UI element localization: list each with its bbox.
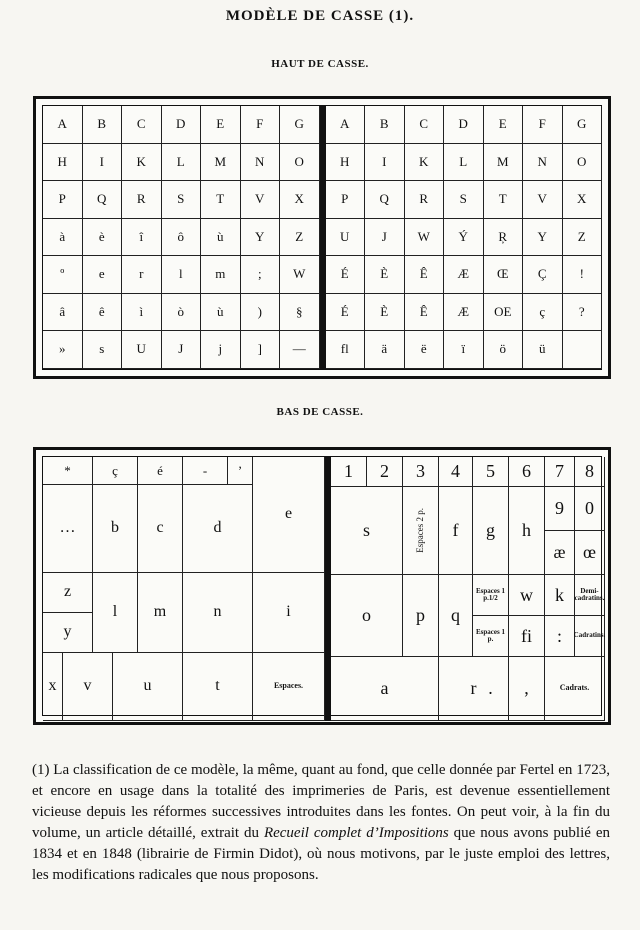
haut-case-r0-c3: D bbox=[162, 106, 202, 144]
haut-case-r0-c2: C bbox=[122, 106, 162, 144]
haut-case-r2-c13: X bbox=[563, 181, 603, 219]
haut-case-r6-c10: ï bbox=[444, 331, 484, 369]
footnote bbox=[32, 760, 610, 886]
case-c: c bbox=[138, 485, 183, 573]
haut-case-r3-c13: Z bbox=[563, 219, 603, 257]
haut-case-r2-c3: S bbox=[162, 181, 202, 219]
case-x: x bbox=[43, 653, 63, 721]
haut-case-r5-c5: ) bbox=[241, 294, 281, 332]
case-num-2: 2 bbox=[367, 457, 403, 487]
haut-case-r1-c13: O bbox=[563, 144, 603, 182]
case-espaces-1p12: Espaces 1 p.1/2 bbox=[473, 575, 509, 616]
haut-case-r4-c3: l bbox=[162, 256, 202, 294]
haut-case-r3-c9: W bbox=[405, 219, 445, 257]
haut-case-r0-c0: A bbox=[43, 106, 83, 144]
haut-case-r3-c0: à bbox=[43, 219, 83, 257]
case-cadratins: Cadratins. bbox=[575, 616, 605, 657]
haut-case-r4-c10: Æ bbox=[444, 256, 484, 294]
haut-case-r1-c3: L bbox=[162, 144, 202, 182]
haut-case-r1-c2: K bbox=[122, 144, 162, 182]
haut-case-r1-c5: N bbox=[241, 144, 281, 182]
haut-case-r5-c9: Ê bbox=[405, 294, 445, 332]
haut-case-r4-c5: ; bbox=[241, 256, 281, 294]
haut-case-r5-c11: OE bbox=[484, 294, 524, 332]
case-c-cedille: ç bbox=[93, 457, 138, 485]
haut-case-r5-c10: Æ bbox=[444, 294, 484, 332]
haut-case-r3-c6: Z bbox=[280, 219, 320, 257]
haut-case-r6-c2: U bbox=[122, 331, 162, 369]
case-nine: 9 bbox=[545, 487, 575, 531]
haut-case-r6-c5: ] bbox=[241, 331, 281, 369]
haut-case-r3-c2: î bbox=[122, 219, 162, 257]
haut-case-r1-c1: I bbox=[83, 144, 123, 182]
haut-case-r3-c1: è bbox=[83, 219, 123, 257]
case-num-8: 8 bbox=[575, 457, 605, 487]
bas-de-casse-label: BAS DE CASSE. bbox=[276, 406, 364, 418]
haut-case-r2-c8: Q bbox=[365, 181, 405, 219]
case-fi: fi bbox=[509, 616, 545, 657]
haut-case-r0-c8: B bbox=[365, 106, 405, 144]
haut-case-r0-c11: E bbox=[484, 106, 524, 144]
case-i: i bbox=[253, 573, 325, 653]
haut-case-r5-c0: â bbox=[43, 294, 83, 332]
case-e: e bbox=[253, 457, 325, 573]
haut-case-r6-c1: s bbox=[83, 331, 123, 369]
haut-case-r1-c9: K bbox=[405, 144, 445, 182]
footnote-text-part-1: (1) La classification de ce modèle, la même, quant au fond, que celle donnée par Fertel en 1723, et encore en usage dans la totalité des imprimeries de Paris, est devenue essentiellement vicieuse depuis les réformes successives introduites dans les fontes. On peut voir, à la fin du volume, un article détaillé, extrait du bbox=[32, 762, 610, 841]
haut-case-r6-c7: fl bbox=[326, 331, 366, 369]
haut-case-r1-c6: O bbox=[280, 144, 320, 182]
case-demi-cadratins: Demi-cadratins. bbox=[575, 575, 605, 616]
bas-grid bbox=[42, 456, 606, 716]
haut-case-r0-c10: D bbox=[444, 106, 484, 144]
case-num-6: 6 bbox=[509, 457, 545, 487]
haut-case-r5-c12: ç bbox=[523, 294, 563, 332]
case-m: m bbox=[138, 573, 183, 653]
haut-case-r1-c7: H bbox=[326, 144, 366, 182]
haut-case-r5-c8: È bbox=[365, 294, 405, 332]
haut-case-r4-c11: Œ bbox=[484, 256, 524, 294]
case-colon: : bbox=[545, 616, 575, 657]
haut-grid bbox=[42, 105, 602, 370]
case-asterisk: * bbox=[43, 457, 93, 485]
haut-case-r4-c2: r bbox=[122, 256, 162, 294]
case-h: h bbox=[509, 487, 545, 575]
haut-case-r4-c8: È bbox=[365, 256, 405, 294]
case-num-3: 3 bbox=[403, 457, 439, 487]
haut-case-r1-c8: I bbox=[365, 144, 405, 182]
haut-case-r4-c6: W bbox=[280, 256, 320, 294]
haut-case-r3-c7: U bbox=[326, 219, 366, 257]
case-s: s bbox=[331, 487, 403, 575]
haut-case-r2-c11: T bbox=[484, 181, 524, 219]
haut-case-r2-c4: T bbox=[201, 181, 241, 219]
haut-case-r2-c0: P bbox=[43, 181, 83, 219]
haut-case-r6-c0: » bbox=[43, 331, 83, 369]
haut-case-r4-c4: m bbox=[201, 256, 241, 294]
haut-case-r0-c1: B bbox=[83, 106, 123, 144]
case-ae: æ bbox=[545, 531, 575, 575]
haut-case-r4-c7: É bbox=[326, 256, 366, 294]
haut-case-r4-c9: Ê bbox=[405, 256, 445, 294]
case-v: v bbox=[63, 653, 113, 721]
bas-de-casse-frame bbox=[33, 447, 611, 725]
haut-case-r3-c11: Ŗ bbox=[484, 219, 524, 257]
haut-case-r0-c12: F bbox=[523, 106, 563, 144]
haut-case-r6-c13 bbox=[563, 331, 603, 369]
case-f: f bbox=[439, 487, 473, 575]
case-y: y bbox=[43, 613, 93, 653]
haut-case-r3-c8: J bbox=[365, 219, 405, 257]
case-e-acute: é bbox=[138, 457, 183, 485]
haut-case-r3-c5: Y bbox=[241, 219, 281, 257]
haut-case-r5-c7: É bbox=[326, 294, 366, 332]
haut-case-r5-c2: ì bbox=[122, 294, 162, 332]
center-divider bbox=[325, 457, 331, 721]
case-o: o bbox=[331, 575, 403, 657]
haut-case-r4-c13: ! bbox=[563, 256, 603, 294]
haut-case-r6-c9: ë bbox=[405, 331, 445, 369]
haut-case-r2-c7: P bbox=[326, 181, 366, 219]
case-b: b bbox=[93, 485, 138, 573]
case-z: z bbox=[43, 573, 93, 613]
case-cadrats: Cadrats. bbox=[545, 657, 605, 721]
case-ellipsis: … bbox=[43, 485, 93, 573]
case-num-4: 4 bbox=[439, 457, 473, 487]
haut-case-r0-c7: A bbox=[326, 106, 366, 144]
case-n: n bbox=[183, 573, 253, 653]
case-espaces-1p: Espaces 1 p. bbox=[473, 616, 509, 657]
haut-de-casse-frame bbox=[33, 96, 611, 379]
case-zero: 0 bbox=[575, 487, 605, 531]
haut-case-r2-c2: R bbox=[122, 181, 162, 219]
haut-case-r4-c12: Ç bbox=[523, 256, 563, 294]
haut-case-r6-c8: ä bbox=[365, 331, 405, 369]
haut-case-r0-c13: G bbox=[563, 106, 603, 144]
case-l: l bbox=[93, 573, 138, 653]
footnote-book-title: Recueil complet d’Impositions bbox=[263, 825, 449, 841]
haut-case-r2-c10: S bbox=[444, 181, 484, 219]
haut-case-r0-c5: F bbox=[241, 106, 281, 144]
haut-case-r6-c4: j bbox=[201, 331, 241, 369]
case-num-5: 5 bbox=[473, 457, 509, 487]
haut-case-r1-c12: N bbox=[523, 144, 563, 182]
haut-case-r6-c3: J bbox=[162, 331, 202, 369]
haut-case-r6-c6: — bbox=[280, 331, 320, 369]
haut-center-divider bbox=[320, 106, 326, 369]
page-title: MODÈLE DE CASSE (1). bbox=[225, 8, 415, 24]
haut-case-r2-c9: R bbox=[405, 181, 445, 219]
haut-case-r2-c12: V bbox=[523, 181, 563, 219]
haut-case-r1-c11: M bbox=[484, 144, 524, 182]
haut-case-r4-c0: º bbox=[43, 256, 83, 294]
case-espaces-2p: Espaces 2 p. bbox=[403, 487, 439, 575]
case-period: . bbox=[473, 657, 509, 721]
case-a: a bbox=[331, 657, 439, 721]
haut-case-r6-c12: ü bbox=[523, 331, 563, 369]
haut-case-r3-c12: Y bbox=[523, 219, 563, 257]
haut-case-r4-c1: e bbox=[83, 256, 123, 294]
case-r: r bbox=[439, 657, 509, 721]
case-w: w bbox=[509, 575, 545, 616]
case-num-7: 7 bbox=[545, 457, 575, 487]
case-apostrophe: ’ bbox=[228, 457, 253, 485]
haut-case-r1-c4: M bbox=[201, 144, 241, 182]
haut-case-r3-c10: Ý bbox=[444, 219, 484, 257]
haut-case-r5-c1: ê bbox=[83, 294, 123, 332]
footnote-text-part-2: que nous avons publié en 1834 et en 1848 (librairie de Firmin Didot), où nous motivons, par le juste emploi des lettres, les modifications radicales que nous proposons. bbox=[32, 825, 610, 883]
haut-case-r0-c4: E bbox=[201, 106, 241, 144]
case-espaces: Espaces. bbox=[253, 653, 325, 721]
haut-case-r5-c6: § bbox=[280, 294, 320, 332]
case-q: q bbox=[439, 575, 473, 657]
case-num-1: 1 bbox=[331, 457, 367, 487]
case-hyphen: - bbox=[183, 457, 228, 485]
haut-case-r5-c4: ù bbox=[201, 294, 241, 332]
case-g: g bbox=[473, 487, 509, 575]
haut-case-r0-c6: G bbox=[280, 106, 320, 144]
case-u: u bbox=[113, 653, 183, 721]
haut-case-r1-c10: L bbox=[444, 144, 484, 182]
haut-case-r5-c3: ò bbox=[162, 294, 202, 332]
haut-case-r2-c5: V bbox=[241, 181, 281, 219]
haut-case-r3-c4: ù bbox=[201, 219, 241, 257]
case-p: p bbox=[403, 575, 439, 657]
case-oe: œ bbox=[575, 531, 605, 575]
haut-case-r1-c0: H bbox=[43, 144, 83, 182]
haut-case-r2-c6: X bbox=[280, 181, 320, 219]
haut-case-r2-c1: Q bbox=[83, 181, 123, 219]
case-k: k bbox=[545, 575, 575, 616]
haut-case-r6-c11: ö bbox=[484, 331, 524, 369]
haut-case-r0-c9: C bbox=[405, 106, 445, 144]
haut-case-r3-c3: ô bbox=[162, 219, 202, 257]
haut-de-casse-label: HAUT DE CASSE. bbox=[271, 58, 369, 70]
haut-case-r5-c13: ? bbox=[563, 294, 603, 332]
case-t: t bbox=[183, 653, 253, 721]
case-d: d bbox=[183, 485, 253, 573]
case-comma: , bbox=[509, 657, 545, 721]
